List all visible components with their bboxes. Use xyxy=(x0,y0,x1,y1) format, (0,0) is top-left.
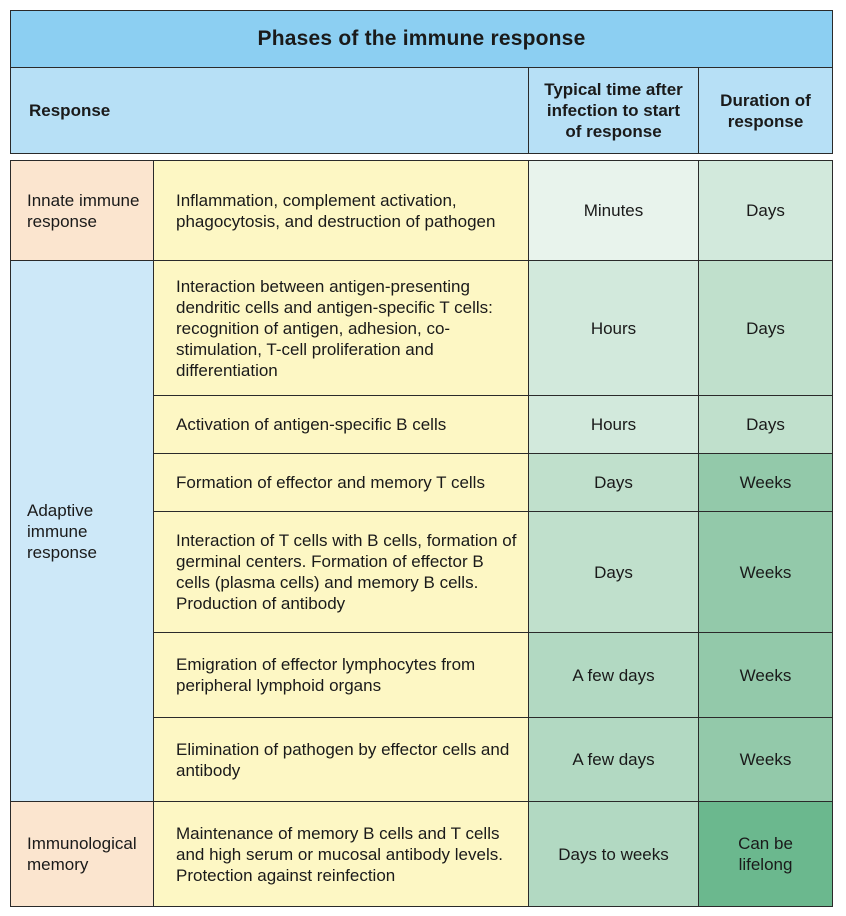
row-description: Maintenance of memory B cells and T cells and high serum or mucosal antibody levels. Protection against reinfection xyxy=(153,801,529,907)
row-time: Days to weeks xyxy=(528,801,699,907)
row-duration: Weeks xyxy=(698,511,833,633)
row-duration: Weeks xyxy=(698,717,833,802)
row-description: Inflammation, complement activation, phagocytosis, and destruction of pathogen xyxy=(153,160,529,261)
table-title: Phases of the immune response xyxy=(10,10,833,68)
row-duration: Can be lifelong xyxy=(698,801,833,907)
row-duration: Days xyxy=(698,160,833,261)
row-description: Emigration of effector lymphocytes from peripheral lymphoid organs xyxy=(153,632,529,718)
row-time: Hours xyxy=(528,395,699,454)
group-adaptive: Adaptive immune response xyxy=(10,260,154,802)
row-duration: Weeks xyxy=(698,453,833,512)
header-duration: Duration of response xyxy=(698,67,833,154)
row-time: A few days xyxy=(528,717,699,802)
row-time: Days xyxy=(528,511,699,633)
row-time: Hours xyxy=(528,260,699,396)
group-innate: Innate immune response xyxy=(10,160,154,261)
row-time: Minutes xyxy=(528,160,699,261)
header-response: Response xyxy=(10,67,529,154)
row-duration: Weeks xyxy=(698,632,833,718)
row-description: Elimination of pathogen by effector cells and antibody xyxy=(153,717,529,802)
row-description: Interaction of T cells with B cells, formation of germinal centers. Formation of effector B cells (plasma cells) and memory B cells. Production of antibody xyxy=(153,511,529,633)
row-description: Activation of antigen-specific B cells xyxy=(153,395,529,454)
row-duration: Days xyxy=(698,395,833,454)
row-time: A few days xyxy=(528,632,699,718)
row-description: Formation of effector and memory T cells xyxy=(153,453,529,512)
header-time-to-start: Typical time after infection to start of response xyxy=(528,67,699,154)
group-memory: Immunological memory xyxy=(10,801,154,907)
row-time: Days xyxy=(528,453,699,512)
row-duration: Days xyxy=(698,260,833,396)
row-description: Interaction between antigen-presenting dendritic cells and antigen-specific T cells: recognition of antigen, adhesion, co-stimulation, T-cell proliferation and differentiation xyxy=(153,260,529,396)
